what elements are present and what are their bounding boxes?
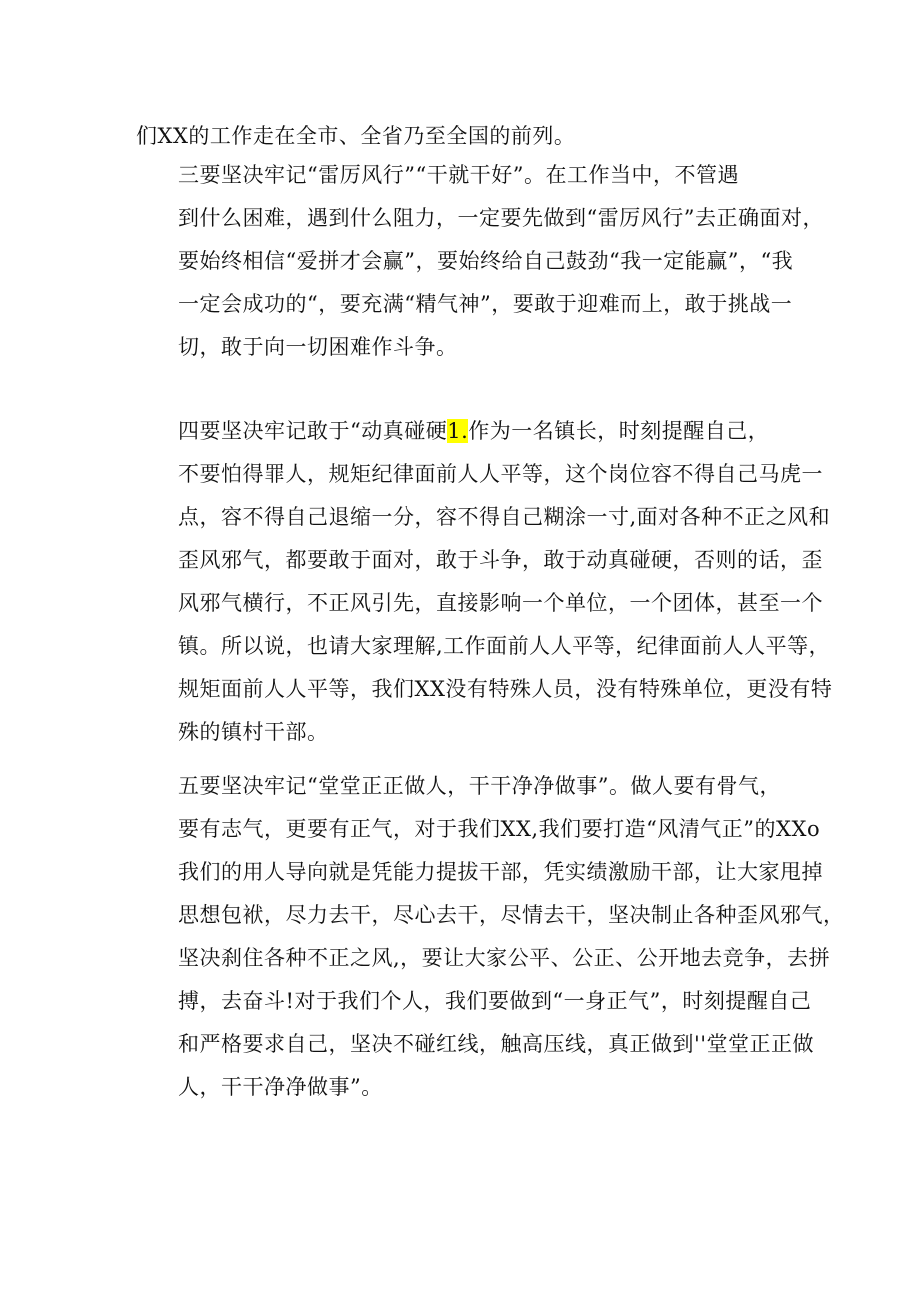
text-line <box>136 410 796 453</box>
text-line: 一定会成功的“，要充满“精气神”，要敢于迎难而上，敢于挑战一 <box>178 292 793 316</box>
text-line: 搏，去奋斗!对于我们个人，我们要做到“一身正气”，时刻提醒自己 <box>178 989 812 1013</box>
text-line: 切，敢于向一切困难作斗争。 <box>178 335 458 359</box>
highlighted-marker: 1. <box>447 419 469 443</box>
text-line: 五要坚决牢记“堂堂正正做人，干干净净做事”。做人要有骨气， <box>178 774 781 798</box>
text-line: 人，干干净净做事”。 <box>178 1075 383 1099</box>
text-line: 和严格要求自己，坚决不碰红线，触高压线，真正做到''堂堂正正做 <box>178 1032 815 1056</box>
text-line: 要有志气，更要有正气，对于我们XX,我们要打造“风清气正”的XXo <box>178 817 821 841</box>
text-segment: 四要坚决牢记敢于“动真碰硬 <box>178 419 448 443</box>
paragraph-point-five <box>136 765 845 1109</box>
text-line: 要始终相信“爱拼才会赢”，要始终给自己鼓劲“我一定能赢”，“我 <box>178 249 794 273</box>
text-line: 点，容不得自己退缩一分，容不得自己糊涂一寸,面对各种不正之风和 <box>178 505 831 529</box>
text-line: 殊的镇村干部。 <box>178 720 329 744</box>
text-segment: 作为一名镇长，时刻提醒自己， <box>468 419 770 443</box>
text-line: 规矩面前人人平等，我们XX没有特殊人员，没有特殊单位，更没有特 <box>178 677 833 701</box>
text-line: 风邪气横行，不正风引先，直接影响一个单位，一个团体，甚至一个 <box>178 591 823 615</box>
paragraph-point-four <box>136 410 833 754</box>
paragraph-point-three <box>136 154 824 369</box>
text-line: 思想包袱，尽力去干，尽心去干，尽情去干，坚决制止各种歪风邪气， <box>178 903 845 927</box>
text-line: 三要坚决牢记“雷厉风行”“干就干好”。在工作当中，不管遇 <box>178 163 739 187</box>
text-line: 不要怕得罪人，规矩纪律面前人人平等，这个岗位容不得自己马虎一 <box>178 462 823 486</box>
text-line: 们XX的工作走在全市、全省乃至全国的前列。 <box>136 124 576 148</box>
text-line: 我们的用人导向就是凭能力提拔干部，凭实绩激励干部，让大家甩掉 <box>178 860 823 884</box>
paragraph-continuation <box>136 115 796 158</box>
text-line: 歪风邪气，都要敢于面对，敢于斗争，敢于动真碰硬，否则的话，歪 <box>178 548 823 572</box>
text-line: 镇。所以说，也请大家理解,工作面前人人平等，纪律面前人人平等， <box>178 634 831 658</box>
text-line: 到什么困难，遇到什么阻力，一定要先做到“雷厉风行”去正确面对， <box>178 206 824 230</box>
text-line: 坚决刹住各种不正之风,，要让大家公平、公正、公开地去竞争，去拼 <box>178 946 831 970</box>
